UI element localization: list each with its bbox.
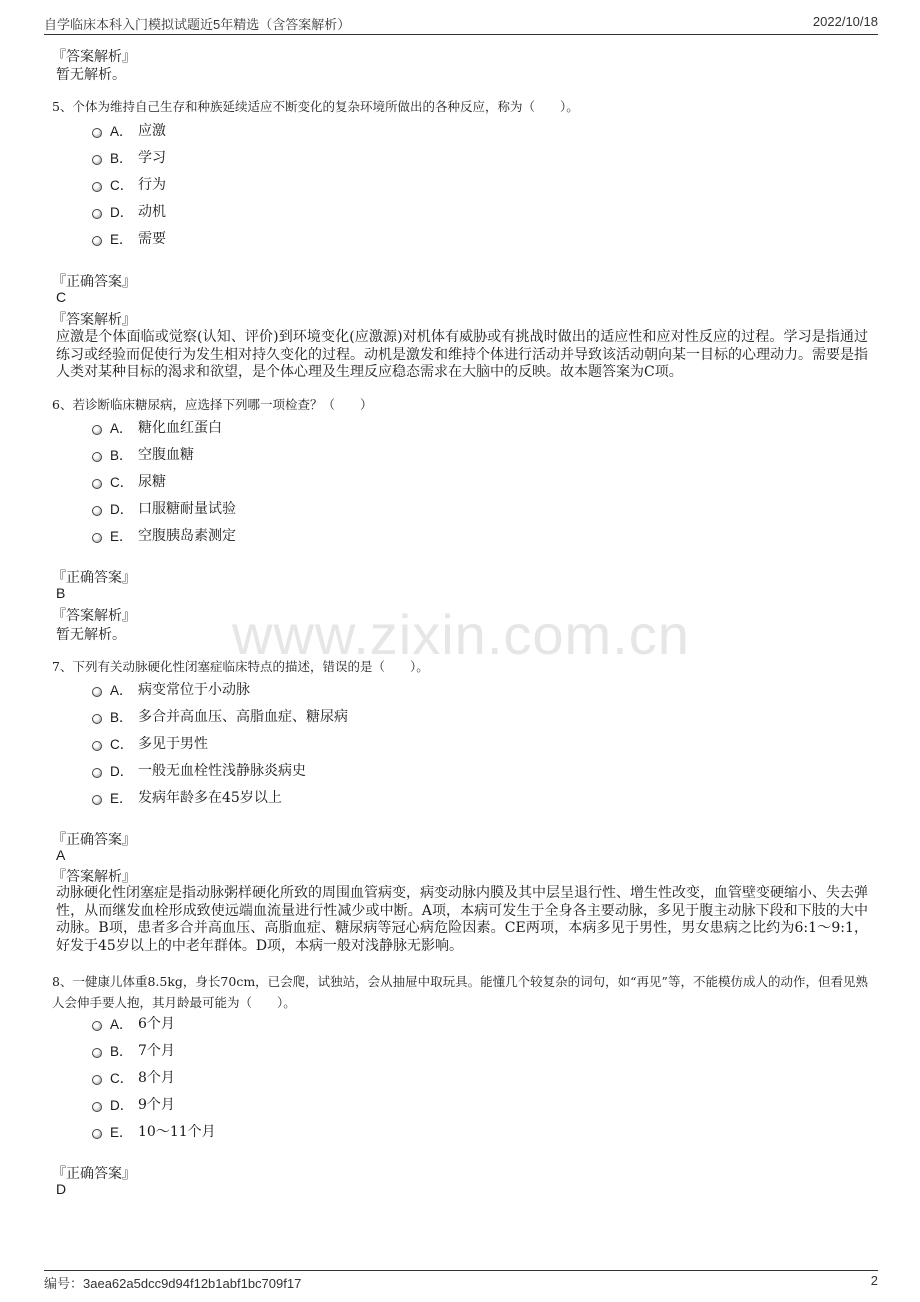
option-b[interactable] <box>92 1040 175 1060</box>
option-text: 7个月 <box>138 1043 175 1059</box>
option-text: 尿糖 <box>138 474 166 490</box>
radio-icon[interactable] <box>92 687 102 697</box>
option-letter: D． <box>110 205 134 220</box>
option-c[interactable] <box>92 174 166 194</box>
option-letter: A． <box>110 1017 133 1032</box>
option-letter: E． <box>110 1125 133 1140</box>
question-stem: 7、下列有关动脉硬化性闭塞症临床特点的描述，错误的是（ ）。 <box>52 659 429 674</box>
answer-value: C <box>56 289 67 305</box>
analysis-text: 动脉硬化性闭塞症是指动脉粥样硬化所致的周围血管病变，病变动脉内膜及其中层呈退行性、增生性改变，血管壁变硬缩小、失去弹性，从而继发血栓形成致使远端血流量进行性减少或中断。A项，本病可发生于全身各主要动脉，多见于腹主动脉下段和下肢的大中动脉。B项，患者多合并高血压、高脂血症、糖尿病等冠心病危险因素。CE两项，本病多见于男性，男女患病之比约为6:1～9:1，好发于45岁以上的中老年群体。D项，本病一般对浅静脉无影响。 <box>56 885 868 954</box>
radio-icon[interactable] <box>92 209 102 219</box>
option-a[interactable] <box>92 120 166 140</box>
radio-icon[interactable] <box>92 1075 102 1085</box>
answer-value: A <box>56 847 66 863</box>
option-letter: B． <box>110 1044 133 1059</box>
page-footer <box>44 1270 878 1293</box>
option-letter: B． <box>110 710 133 725</box>
option-text: 动机 <box>138 204 166 220</box>
option-letter: C． <box>110 178 134 193</box>
option-text: 一般无血栓性浅静脉炎病史 <box>138 763 306 779</box>
radio-icon[interactable] <box>92 128 102 138</box>
radio-icon[interactable] <box>92 768 102 778</box>
option-text: 学习 <box>138 150 166 166</box>
answer-label: 『正确答案』 <box>52 274 136 290</box>
document-title: 自学临床本科入门模拟试题近5年精选（含答案解析） <box>44 17 351 32</box>
option-letter: B． <box>110 151 133 166</box>
answer-label: 『正确答案』 <box>52 832 136 848</box>
radio-icon[interactable] <box>92 236 102 246</box>
option-text: 口服糖耐量试验 <box>138 501 236 517</box>
question-stem: 6、若诊断临床糖尿病，应选择下列哪一项检查？（ ） <box>52 397 373 412</box>
option-letter: D． <box>110 764 134 779</box>
option-b[interactable] <box>92 444 194 464</box>
option-text: 空腹胰岛素测定 <box>138 528 236 544</box>
option-d[interactable] <box>92 1094 175 1114</box>
option-c[interactable] <box>92 471 166 491</box>
answer-value: D <box>56 1181 67 1197</box>
option-c[interactable] <box>92 1067 175 1087</box>
option-d[interactable] <box>92 201 166 221</box>
option-c[interactable] <box>92 733 208 753</box>
option-text: 病变常位于小动脉 <box>138 682 250 698</box>
radio-icon[interactable] <box>92 182 102 192</box>
page-number: 2 <box>870 1273 878 1288</box>
radio-icon[interactable] <box>92 741 102 751</box>
document-date: 2022/10/18 <box>812 14 878 29</box>
radio-icon[interactable] <box>92 1102 102 1112</box>
option-b[interactable] <box>92 706 348 726</box>
analysis-label: 『答案解析』 <box>52 608 136 624</box>
option-text: 需要 <box>138 231 166 247</box>
option-letter: B． <box>110 448 133 463</box>
option-text: 糖化血红蛋白 <box>138 420 222 436</box>
option-letter: E． <box>110 529 133 544</box>
option-e[interactable] <box>92 228 166 248</box>
radio-icon[interactable] <box>92 533 102 543</box>
radio-icon[interactable] <box>92 479 102 489</box>
option-letter: C． <box>110 737 134 752</box>
option-text: 发病年龄多在45岁以上 <box>138 790 282 806</box>
answer-label: 『正确答案』 <box>52 1166 136 1182</box>
document-code: 编号：3aea62a5dcc9d94f12b1abf1bc709f17 <box>44 1276 302 1291</box>
analysis-text: 暂无解析。 <box>56 67 126 83</box>
option-a[interactable] <box>92 1013 175 1033</box>
analysis-text: 暂无解析。 <box>56 627 126 643</box>
option-e[interactable] <box>92 1121 216 1141</box>
option-letter: A． <box>110 124 133 139</box>
option-letter: D． <box>110 502 134 517</box>
radio-icon[interactable] <box>92 1021 102 1031</box>
radio-icon[interactable] <box>92 795 102 805</box>
radio-icon[interactable] <box>92 714 102 724</box>
option-letter: A． <box>110 421 133 436</box>
option-text: 行为 <box>138 177 166 193</box>
option-text: 应激 <box>138 123 166 139</box>
option-text: 6个月 <box>138 1016 175 1032</box>
radio-icon[interactable] <box>92 506 102 516</box>
option-a[interactable] <box>92 417 222 437</box>
question-stem: 8、一健康儿体重8.5kg，身长70cm，已会爬，试独站，会从抽屉中取玩具。能懂几个较复杂的词句，如“再见”等，不能模仿成人的动作，但看见熟人会伸手要人抱，其月龄最可能为（ ）。 <box>52 974 868 1010</box>
analysis-text: 应激是个体面临或觉察(认知、评价)到环境变化(应激源)对机体有威胁或有挑战时做出的适应性和应对性反应的过程。学习是指通过练习或经验而促使行为发生相对持久变化的过程。动机是激发和维持个体进行活动并导致该活动朝向某一目标的心理动力。需要是指人类对某种目标的渴求和欲望，是个体心理及生理反应稳态需求在大脑中的反映。故本题答案为C项。 <box>56 329 868 380</box>
option-text: 多合并高血压、高脂血症、糖尿病 <box>138 709 348 725</box>
radio-icon[interactable] <box>92 452 102 462</box>
radio-icon[interactable] <box>92 425 102 435</box>
option-text: 8个月 <box>138 1070 175 1086</box>
option-letter: E． <box>110 232 133 247</box>
question-stem: 5、个体为维持自己生存和种族延续适应不断变化的复杂环境所做出的各种反应，称为（ ）。 <box>52 99 579 114</box>
watermark: www.zixin.com.cn <box>232 603 690 666</box>
option-text: 空腹血糖 <box>138 447 194 463</box>
option-letter: E． <box>110 791 133 806</box>
option-letter: D． <box>110 1098 134 1113</box>
option-e[interactable] <box>92 787 282 807</box>
option-text: 多见于男性 <box>138 736 208 752</box>
analysis-label: 『答案解析』 <box>52 312 136 328</box>
page-header <box>44 12 878 35</box>
analysis-label: 『答案解析』 <box>52 49 136 65</box>
radio-icon[interactable] <box>92 155 102 165</box>
option-text: 9个月 <box>138 1097 175 1113</box>
radio-icon[interactable] <box>92 1129 102 1139</box>
option-letter: A． <box>110 683 133 698</box>
radio-icon[interactable] <box>92 1048 102 1058</box>
option-d[interactable] <box>92 760 306 780</box>
option-b[interactable] <box>92 147 166 167</box>
option-a[interactable] <box>92 679 250 699</box>
answer-value: B <box>56 585 66 601</box>
option-text: 10～11个月 <box>138 1124 216 1140</box>
option-d[interactable] <box>92 498 236 518</box>
analysis-label: 『答案解析』 <box>52 869 136 885</box>
option-e[interactable] <box>92 525 236 545</box>
answer-label: 『正确答案』 <box>52 570 136 586</box>
option-letter: C． <box>110 475 134 490</box>
option-letter: C． <box>110 1071 134 1086</box>
